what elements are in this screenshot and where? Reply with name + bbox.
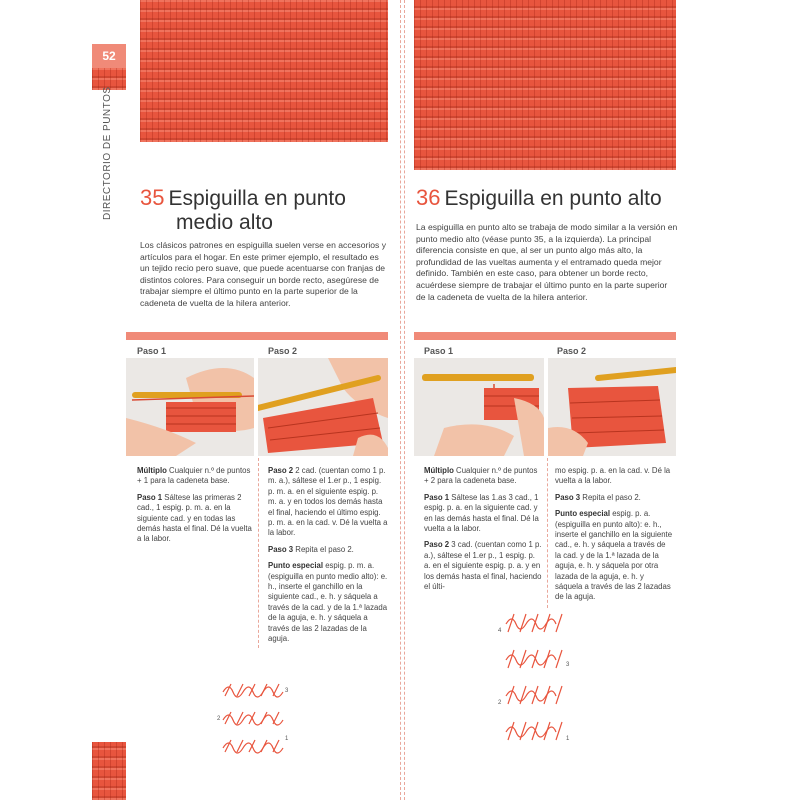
instr-36-step1-bold: Paso 1 — [424, 492, 450, 502]
instr-35-special — [268, 561, 388, 644]
instr-35-step3-text: Repita el paso 2. — [293, 544, 354, 554]
instructions-36-col2 — [555, 466, 673, 609]
step1-photo-36-illustration — [414, 358, 544, 456]
swatch-strip-bottom — [92, 742, 126, 800]
instructions-35-col1 — [137, 466, 253, 551]
swatch-photo-36 — [414, 0, 676, 170]
step1-photo-36 — [414, 358, 544, 456]
diagram-35-row-2: 2 — [217, 716, 221, 722]
stitch-36-title-line1: Espiguilla en punto alto — [444, 187, 662, 210]
step2-photo-36-illustration — [548, 358, 676, 456]
stitch-36-number: 36 — [416, 185, 441, 210]
stitch-36-intro: La espiguilla en punto alto se trabaja de modo similar a la versión en punto medio alto (véase punto 35, a la izquierda). La principal diferencia consiste en que, al ser un punto algo más alto, la profundidad de las vueltas aumenta y el entramado queda mejor definido. También en este caso, para obtener un borde recto, acuérdese siempre de trabajar el último punto en la parte superior de la cadeneta de vuelta de la hilera anterior. — [416, 222, 678, 302]
instr-36-step3-text: Repita el paso 2. — [580, 492, 641, 502]
instructions-35-col2 — [268, 466, 388, 651]
instr-36-step1 — [424, 493, 542, 535]
step2-label-36: Paso 2 — [557, 346, 587, 356]
instr-36-multiple-bold: Múltiplo — [424, 466, 454, 475]
instr-36-step1-text: Sáltese las 1.as 3 cad., 1 espig. p. a. en la siguiente cad. y en las demás hasta el final. Dé la vuelta a la labor. — [424, 492, 539, 534]
instr-36-step2-text: 3 cad. (cuentan como 1 p. a.), sáltese el 1.er p., 1 espig. p. a. en el siguiente espig. p. a. y en los demás hasta el final, haciendo el últi- — [424, 540, 542, 592]
page-divider-2 — [404, 0, 405, 800]
instr-35-step2-text: 2 cad. (cuentan como 1 p. m. a.), sáltese el 1.er p., 1 espig. p. m. a. en el siguiente espig. p. m. a. y en todos los demás hasta el final, haciendo el último espig. p. m. a. en la cad. v. Dé la vuelta a la labor. — [268, 466, 388, 538]
instr-36-cont — [555, 466, 673, 487]
instr-36-step3-bold: Paso 3 — [555, 492, 581, 502]
stitch-35-intro: Los clásicos patrones en espiguilla suelen verse en accesorios y artículos para el hogar. En este primer ejemplo, el resultado es un tejido recio pero suave, que puede acentuarse con franjas de distintos colores. Para conseguir un borde recto, asegúrese de trabajar siempre el último punto en la parte superior de la cadeneta de vuelta de la hilera anterior. — [140, 240, 387, 308]
instr-36-special-bold: Punto especial — [555, 509, 611, 519]
instr-35-multiple-text: Cualquier n.º de puntos + 1 para la cadeneta base. — [137, 466, 251, 486]
page-number: 52 — [92, 44, 126, 68]
steps-bar-35 — [126, 332, 388, 340]
diagram-36-row-2: 2 — [498, 700, 502, 706]
stitch-diagram-35 — [215, 678, 300, 760]
instr-35-step2 — [268, 466, 388, 539]
stitch-35-title-line2: medio alto — [176, 211, 273, 234]
section-side-label — [100, 86, 114, 220]
instructions-36-col1 — [424, 466, 542, 598]
instr-36-special-text: espig. p. a. (espiguilla en punto alto): e. h., inserte el ganchillo en la siguiente cad., e. h. y sáquela a través de la cad. y de la 1.ª lazada de la aguja, e. h. y sáquela por otra lazada de la aguja, e. h. y sáquela a través de las 2 lazadas de la aguja. — [555, 509, 673, 602]
page-divider — [400, 0, 401, 800]
instr-35-special-bold: Punto especial — [268, 561, 324, 571]
instr-36-step2 — [424, 540, 542, 592]
instr-35-step1-text: Sáltese las primeras 2 cad., 1 espig. p. m. a. en la siguiente cad. y en todas las demás hasta el final. Dé la vuelta a la labor. — [137, 492, 252, 544]
instr-35-step2-bold: Paso 2 — [268, 466, 294, 475]
step2-label-35: Paso 2 — [268, 346, 298, 356]
diagram-35-row-3: 3 — [285, 688, 289, 694]
instr-35-step1 — [137, 493, 253, 545]
steps-bar-36 — [414, 332, 676, 340]
instr-35-multiple — [137, 466, 253, 487]
side-label-text: DIRECTORIO DE PUNTOS — [102, 86, 113, 220]
step2-photo-36 — [548, 358, 676, 456]
step2-photo-35 — [258, 358, 388, 456]
instr-35-multiple-bold: Múltiplo — [137, 466, 167, 475]
stitch-35-number: 35 — [140, 185, 165, 210]
instr-35-step3-bold: Paso 3 — [268, 544, 294, 554]
instr-36-special — [555, 509, 673, 603]
step1-label-35: Paso 1 — [137, 346, 167, 356]
step1-photo-35-illustration — [126, 358, 254, 456]
diagram-36-row-4: 4 — [498, 628, 502, 634]
diagram-35-row-1: 1 — [285, 736, 289, 742]
instr-36-multiple — [424, 466, 542, 487]
instr-36-multiple-text: Cualquier n.º de puntos + 2 para la cadeneta base. — [424, 466, 538, 486]
diagram-36-row-3: 3 — [566, 662, 570, 668]
stitch-35-title — [140, 186, 395, 235]
instr-36-cont-text: mo espig. p. a. en la cad. v. Dé la vuelta a la labor. — [555, 466, 671, 486]
step1-photo-35 — [126, 358, 254, 456]
stitch-35-title-line1: Espiguilla en punto — [168, 187, 346, 210]
instr-36-step2-bold: Paso 2 — [424, 540, 450, 550]
instr-35-special-text: espig. p. m. a. (espiguilla en punto medio alto): e. h., inserte el ganchillo en la siguiente cad., e. h. y sáquela a través de la cad. y de la 1.ª lazada de la aguja, e. h. y sáquela a través de las 2 lazadas de la aguja. — [268, 561, 388, 644]
diagram-36-row-1: 1 — [566, 736, 570, 742]
instructions-36-separator — [547, 458, 554, 608]
instr-36-step3 — [555, 493, 673, 503]
stitch-36-title — [416, 186, 686, 211]
step1-label-36: Paso 1 — [424, 346, 454, 356]
stitch-diagram-36 — [496, 610, 576, 760]
instructions-35-separator — [258, 458, 265, 648]
instr-35-step1-bold: Paso 1 — [137, 492, 163, 502]
step2-photo-35-illustration — [258, 358, 388, 456]
instr-35-step3 — [268, 545, 388, 555]
swatch-photo-35 — [140, 0, 388, 142]
